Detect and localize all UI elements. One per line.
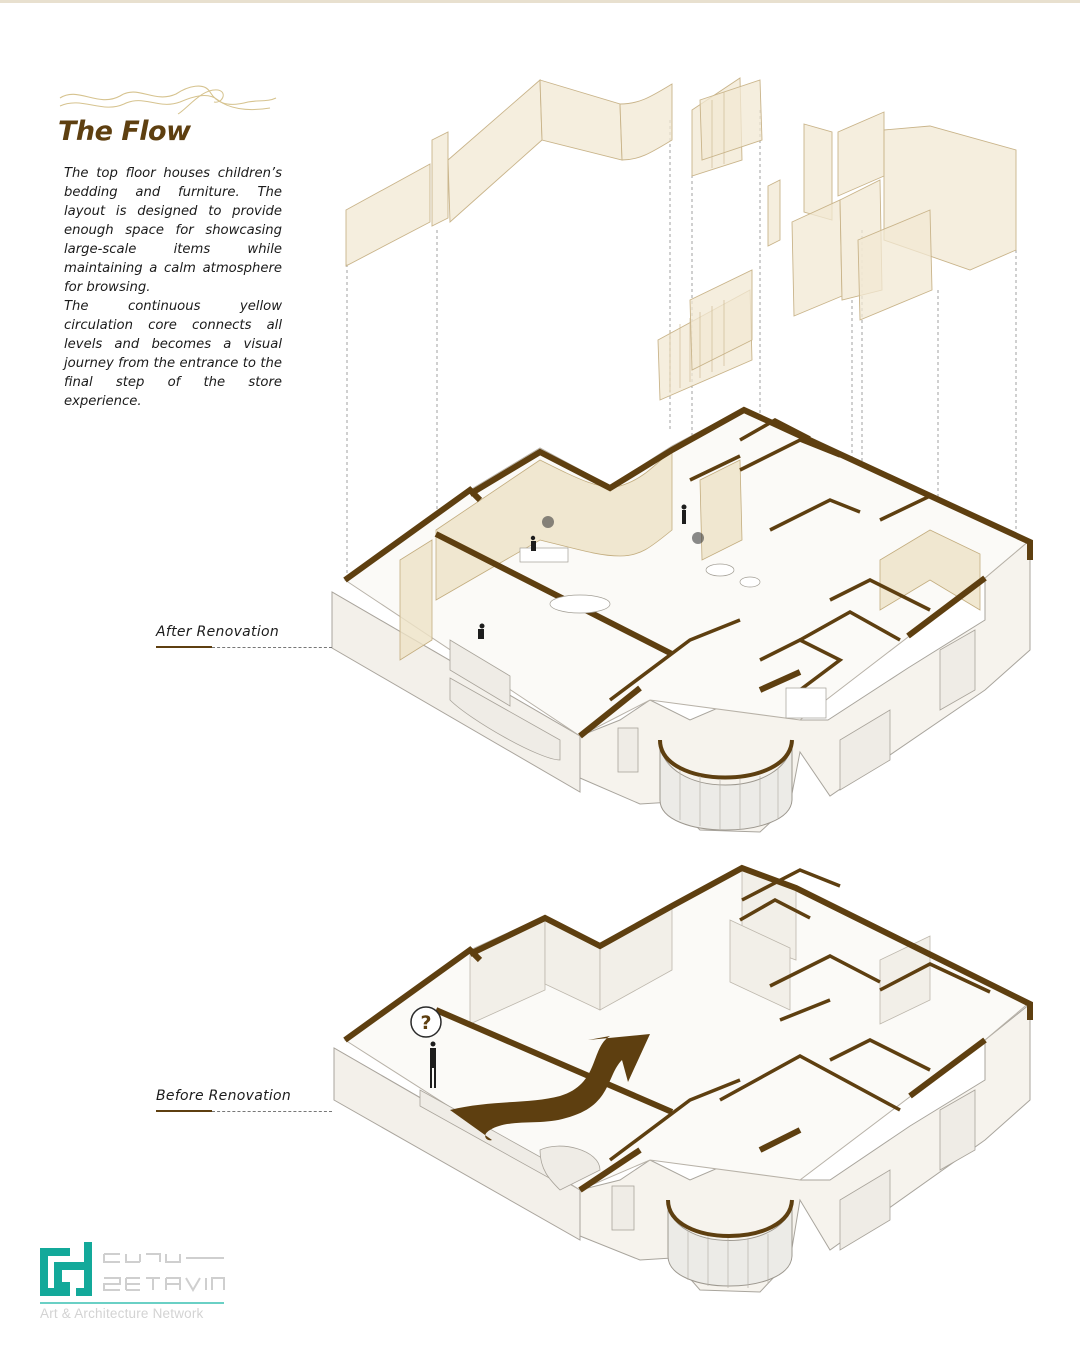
before-label-leader [212,1111,332,1112]
after-label-underline [156,646,212,648]
svg-text:?: ? [420,1012,432,1034]
description-paragraph-2: The continuous yellow circulation core connects all levels and becomes a visual journey from the entrance to the final step of the store experience. [64,299,282,409]
setavin-logo-icon [40,1242,240,1302]
exploded-walls [346,78,1016,400]
before-renovation-label: Before Renovation [156,1088,292,1104]
after-label-leader [212,647,332,648]
before-label-underline [156,1110,212,1112]
description-paragraph-1: The top floor houses children’s bedding and furniture. The layout is designed to provide enough space for showcasing large-scale items while maintaining a calm atmosphere for browsing. [64,166,282,295]
logo-subtitle: Art & Architecture Network [40,1306,204,1321]
after-renovation-label: After Renovation [156,624,280,640]
logo-underline [40,1302,224,1304]
before-renovation-model [334,866,1030,1292]
page-title: The Flow [58,116,191,147]
